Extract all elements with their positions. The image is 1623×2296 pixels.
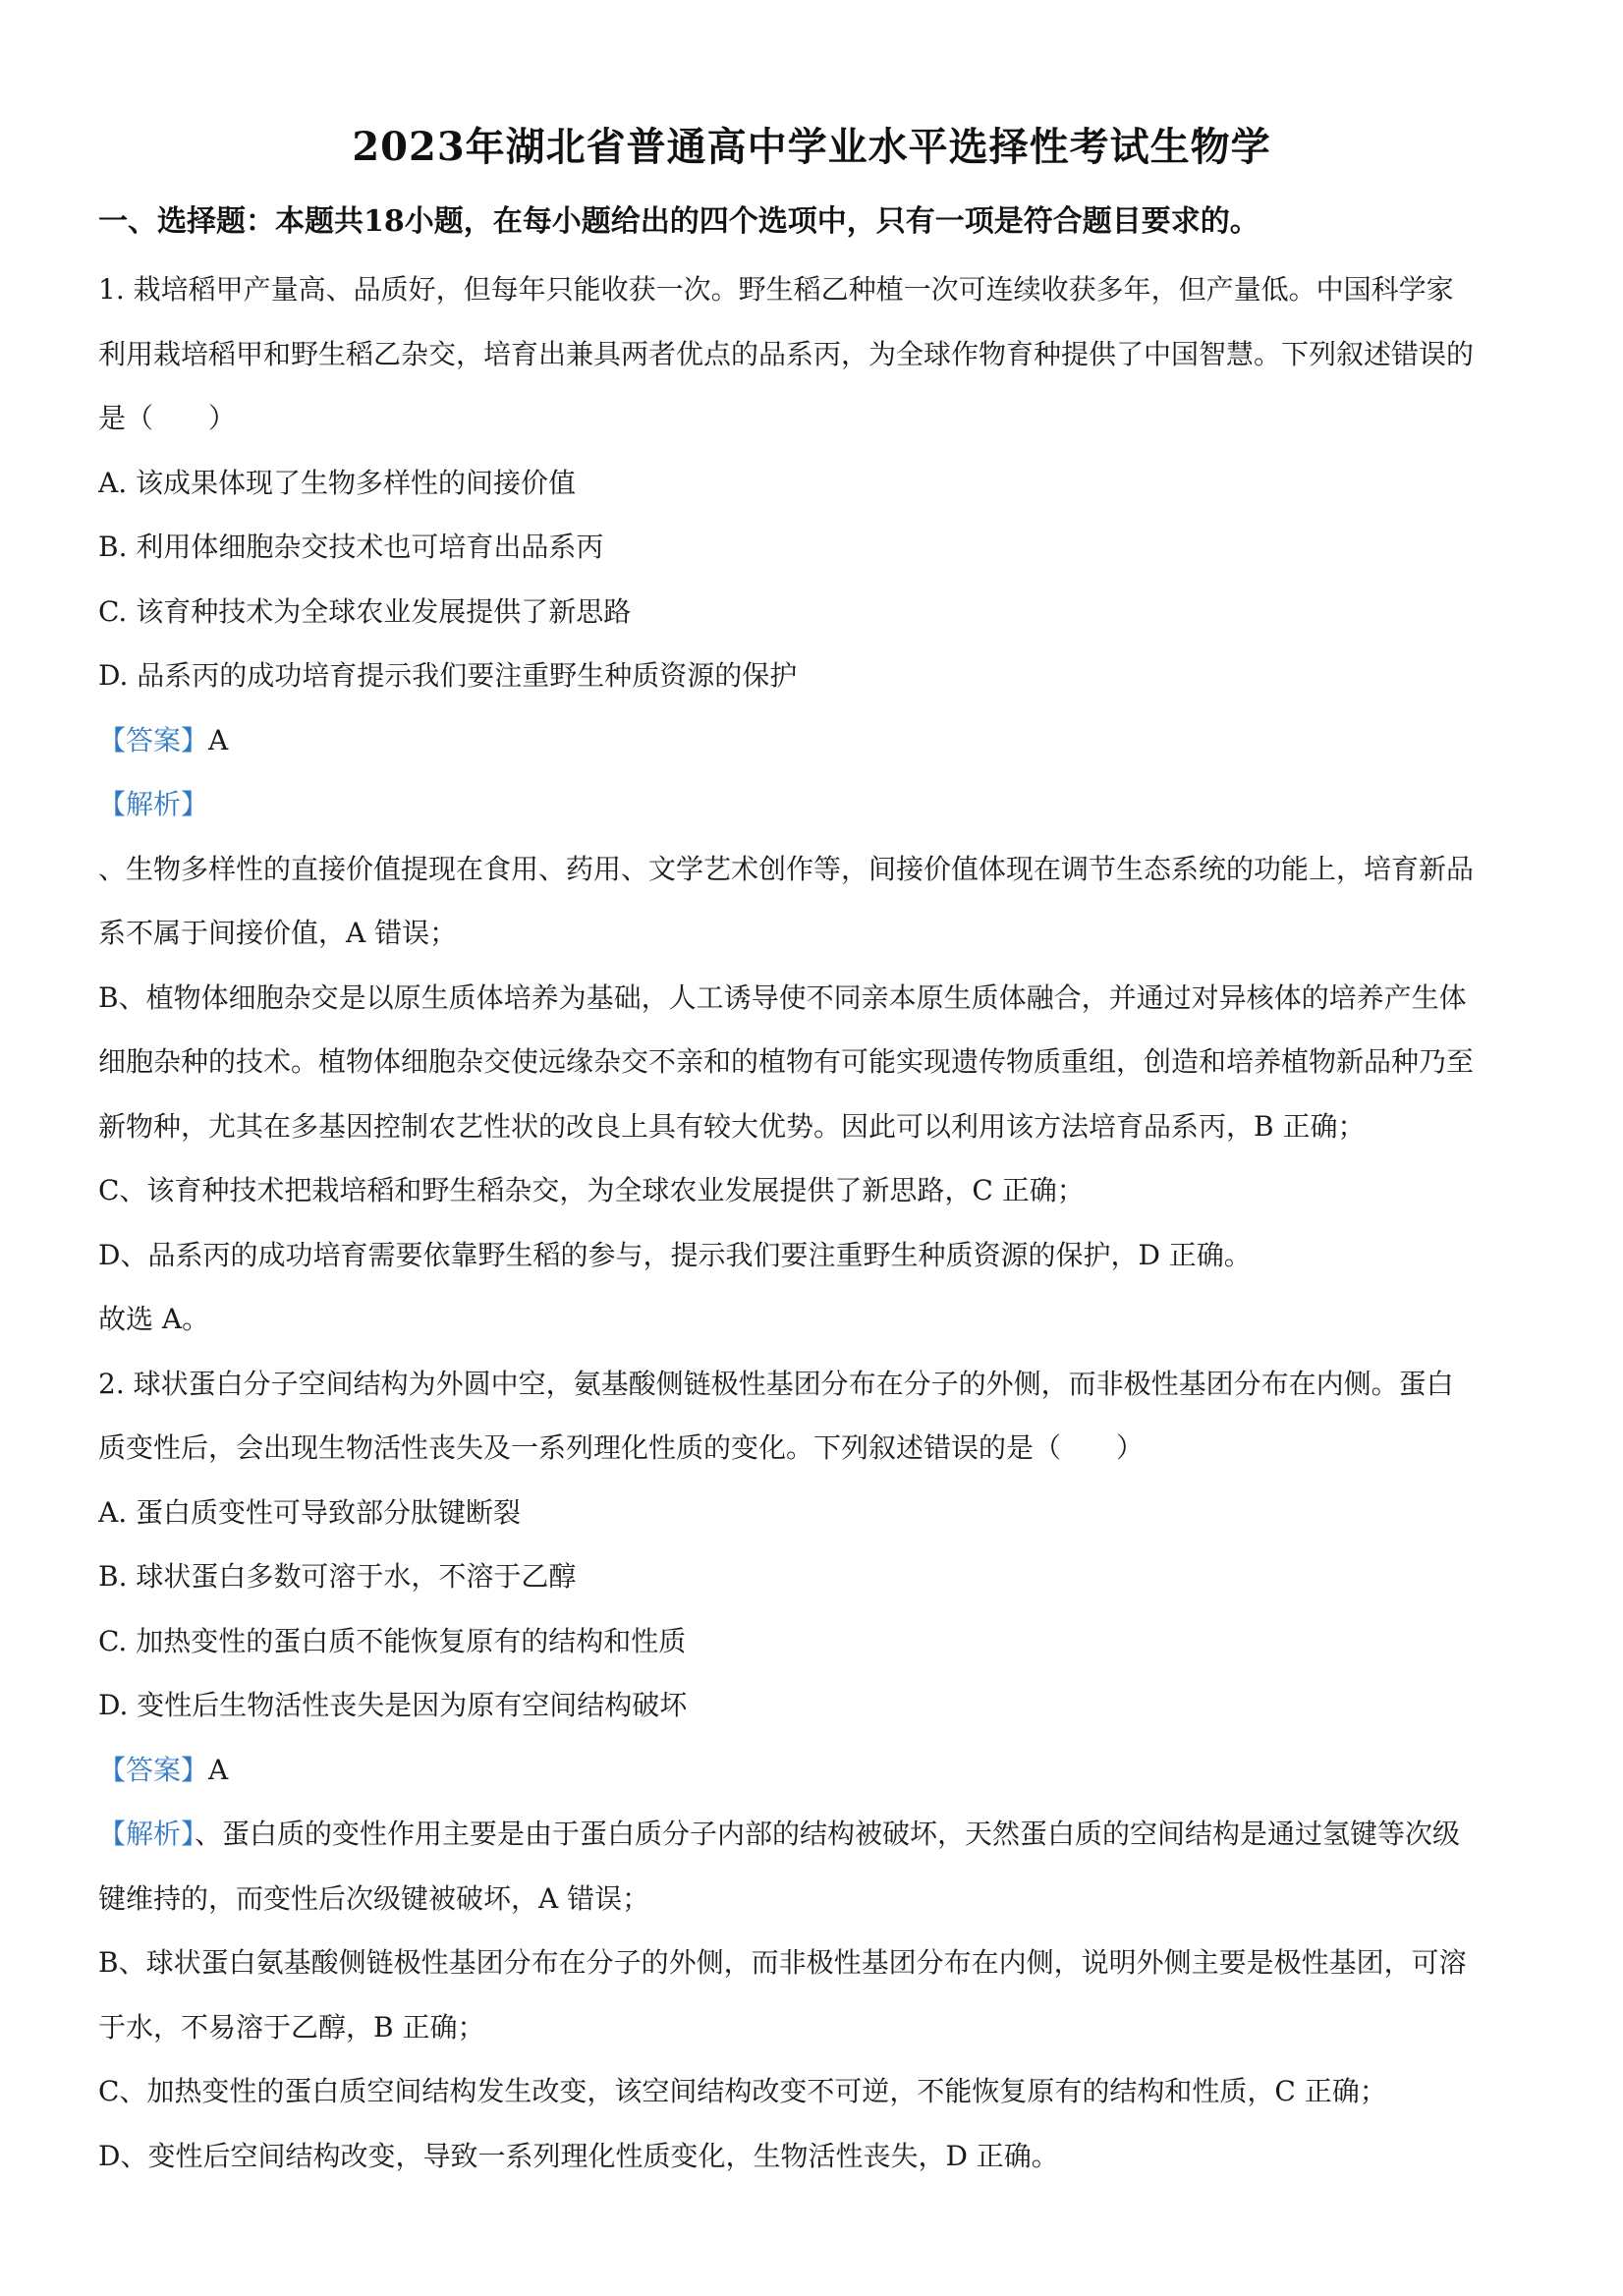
page-title: 2023年湖北省普通高中学业水平选择性考试生物学 [352, 124, 1271, 170]
q2-option-c: C. 加热变性的蛋白质不能恢复原有的结构和性质 [98, 1624, 687, 1657]
q2-option-d: D. 变性后生物活性丧失是因为原有空间结构破坏 [98, 1689, 688, 1721]
q1-stem-line: 是（ ） [98, 402, 237, 434]
q2-analysis-line: B、球状蛋白氨基酸侧链极性基团分布在分子的外侧，而非极性基团分布在内侧，说明外侧主要是极性基团，可溶 [98, 1946, 1467, 1979]
section-header: 一、选择题：本题共18小题，在每小题给出的四个选项中，只有一项是符合题目要求的。 [98, 204, 1259, 239]
q1-stem-line: 利用栽培稻甲和野生稻乙杂交，培育出兼具两者优点的品系丙，为全球作物育种提供了中国智慧。下列叙述错误的 [98, 337, 1475, 370]
q1-analysis-line: B、植物体细胞杂交是以原生质体培养为基础，人工诱导使不同亲本原生质体融合，并通过对异核体的培养产生体 [98, 980, 1467, 1014]
question-content [98, 257, 1533, 2188]
q1-analysis-heading [98, 772, 1533, 837]
q2-analysis-first: 、蛋白质的变性作用主要是由于蛋白质分子内部的结构被破坏，天然蛋白质的空间结构是通过氢键等次级 [195, 1818, 1461, 1850]
q1-answer [98, 708, 1533, 773]
q2-answer [98, 1738, 1533, 1803]
q1-analysis-line: 系不属于间接价值，A 错误； [98, 917, 458, 949]
q1-option-d: D. 品系丙的成功培育提示我们要注重野生种质资源的保护 [98, 659, 798, 692]
q2-analysis-line: D、变性后空间结构改变，导致一系列理化性质变化，生物活性丧失，D 正确。 [98, 2139, 1059, 2172]
q1-analysis-line: C、该育种技术把栽培稻和野生稻杂交，为全球农业发展提供了新思路，C 正确； [98, 1174, 1085, 1206]
q1-analysis-line: 新物种，尤其在多基因控制农艺性状的改良上具有较大优势。因此可以利用该方法培育品系丙，B 正确； [98, 1109, 1366, 1143]
q2-stem-line: 质变性后，会出现生物活性丧失及一系列理化性质的变化。下列叙述错误的是（ ） [98, 1431, 1145, 1464]
q1-analysis-line: 、生物多样性的直接价值提现在食用、药用、文学艺术创作等，间接价值体现在调节生态系统的功能上，培育新品 [98, 852, 1475, 885]
q1-option-b: B. 利用体细胞杂交技术也可培育出品系丙 [98, 531, 604, 563]
q2-option-a: A. 蛋白质变性可导致部分肽键断裂 [98, 1495, 522, 1529]
analysis-tag: 【解析】 [98, 1818, 196, 1850]
q1-answer-value: A [208, 723, 229, 756]
q2-analysis-line: 于水，不易溶于乙醇，B 正确； [98, 2010, 485, 2044]
q1-option-a: A. 该成果体现了生物多样性的间接价值 [98, 466, 577, 499]
q2-analysis-line [98, 1802, 1533, 1867]
q1-analysis-line: D、品系丙的成功培育需要依靠野生稻的参与，提示我们要注重野生种质资源的保护，D 正确。 [98, 1238, 1252, 1271]
q1-analysis-line: 细胞杂种的技术。植物体细胞杂交使远缘杂交不亲和的植物有可能实现遗传物质重组，创造和培养植物新品种乃至 [98, 1045, 1475, 1078]
q2-analysis-line: 键维持的，而变性后次级键被破坏，A 错误； [98, 1881, 650, 1915]
q2-option-b: B. 球状蛋白多数可溶于水，不溶于乙醇 [98, 1560, 577, 1593]
q2-analysis-line: C、加热变性的蛋白质空间结构发生改变，该空间结构改变不可逆，不能恢复原有的结构和性质，C 正确； [98, 2075, 1387, 2107]
q2-stem-line: 2. 球状蛋白分子空间结构为外圆中空，氨基酸侧链极性基团分布在分子的外侧，而非极性基团分布在内侧。蛋白 [98, 1367, 1454, 1400]
q1-stem-line: 1. 栽培稻甲产量高、品质好，但每年只能收获一次。野生稻乙种植一次可连续收获多年，但产量低。中国科学家 [98, 273, 1454, 306]
q1-option-c: C. 该育种技术为全球农业发展提供了新思路 [98, 594, 632, 628]
q2-answer-value: A [208, 1753, 229, 1786]
answer-tag: 【答案】 [98, 723, 209, 756]
q1-conclusion: 故选 A。 [98, 1303, 210, 1335]
answer-tag: 【答案】 [98, 1753, 209, 1786]
analysis-tag: 【解析】 [98, 788, 209, 820]
